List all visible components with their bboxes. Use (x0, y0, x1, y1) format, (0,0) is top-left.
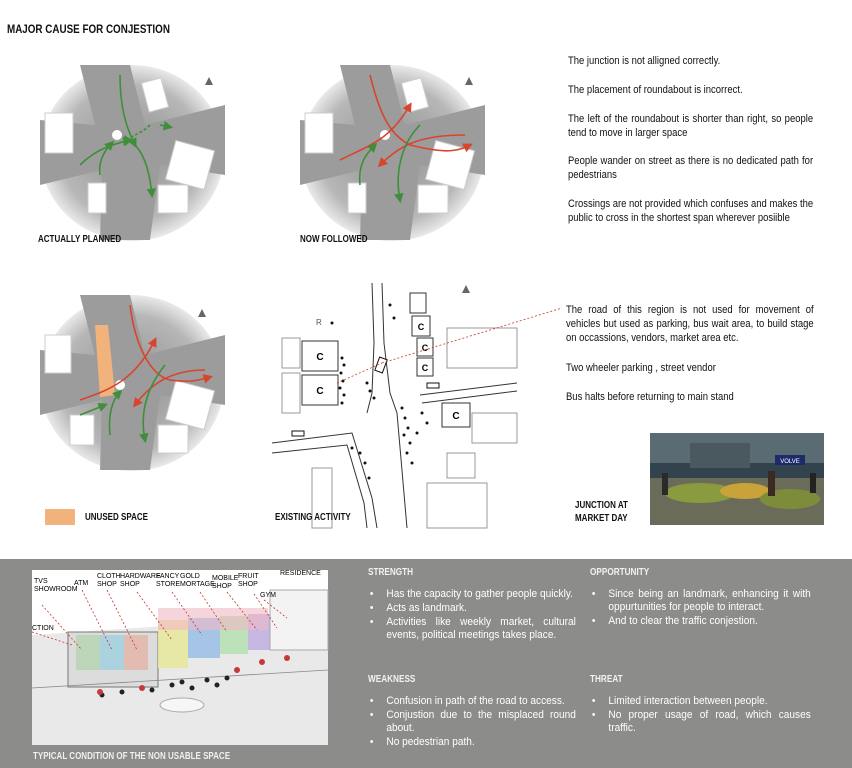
weakness-item: • Confusion in path of the road to access. (368, 695, 576, 708)
note-pedestrians: People wander on street as there is no dedicated path for pedestrians (568, 155, 814, 181)
opportunity-list (590, 588, 811, 629)
unused-space-diagram (40, 295, 225, 470)
map-label-c6: C (452, 411, 460, 422)
label-tvs-line2: SHOWROOM (34, 586, 78, 593)
weakness-item: • No pedestrian path. (368, 736, 576, 749)
opportunity-heading: OPPORTUNITY (590, 567, 650, 578)
section-caption: TYPICAL CONDITION OF THE NON USABLE SPACE (33, 751, 231, 762)
map-label-c5: C (421, 363, 429, 373)
label-gold-2: MORTAGE (180, 581, 215, 588)
caption-junction-market-day: JUNCTION AT MARKET DAY (575, 500, 628, 524)
label-gym: GYM (260, 592, 276, 599)
label-residence: RESIDENCE (280, 570, 321, 577)
threat-list (590, 695, 811, 736)
label-ction: CTION (32, 625, 54, 632)
strength-item: • Has the capacity to gather people quickly. (368, 588, 576, 601)
weakness-heading: WEAKNESS (368, 674, 416, 685)
market-day-photo (650, 433, 824, 525)
label-hardware-1: HARDWARE (120, 573, 161, 580)
unused-space-swatch (45, 509, 75, 525)
strength-list (368, 588, 576, 643)
label-atm: ATM (74, 580, 89, 587)
planned-junction-diagram (40, 65, 225, 240)
label-mobile-1: MOBILE (212, 575, 239, 582)
note-roundabout-sides: The left of the roundabout is shorter than right, so people tend to move in larger space (568, 113, 814, 139)
threat-heading: THREAT (590, 674, 623, 685)
strength-heading: STRENGTH (368, 567, 414, 578)
opportunity-item: • And to clear the traffic conjestion. (590, 615, 811, 628)
label-fruit-1: FRUIT (238, 573, 259, 580)
label-fruit-2: SHOP (238, 581, 258, 588)
followed-junction-diagram (300, 65, 485, 240)
note-bus-halts: Bus halts before returning to main stand (566, 391, 734, 403)
note-crossings: Crossings are not provided which confuses and makes the public to cross in the shortest span wherever posiible (568, 198, 814, 224)
label-tvs-line1: TVS (34, 578, 48, 585)
threat-item: • No proper usage of road, which causes traffic. (590, 709, 811, 735)
label-fancy-2: STORE (156, 581, 180, 588)
map-label-c4: C (421, 343, 429, 353)
label-mobile-2: SHOP (212, 583, 232, 590)
caption-now-followed: NOW FOLLOWED (300, 234, 368, 245)
section-sketch (32, 570, 328, 745)
note-two-wheeler-parking: Two wheeler parking , street vendor (566, 362, 716, 374)
caption-unused-space: UNUSED SPACE (85, 512, 148, 523)
strength-item: • Acts as landmark. (368, 602, 576, 615)
caption-actually-planned: ACTUALLY PLANNED (38, 234, 122, 245)
map-label-c3: C (417, 322, 425, 332)
strength-item: • Activities like weekly market, cultural events, political meetings takes place. (368, 616, 576, 642)
weakness-list (368, 695, 576, 750)
label-cloth-1: CLOTH (97, 573, 121, 580)
weakness-item: • Conjustion due to the misplaced round about. (368, 709, 576, 735)
map-label-c1: C (316, 352, 324, 363)
label-gold-1: GOLD (180, 573, 200, 580)
note-road-usage: The road of this region is not used for movement of vehicles but used as parking, bus wait area, to build stage on occassions, vendors, market area etc. (566, 304, 814, 344)
opportunity-item: • Since being an landmark, enhancing it with oppurtunities for people to interact. (590, 588, 811, 614)
note-roundabout-placement: The placement of roundabout is incorrect. (568, 84, 743, 96)
map-label-c2: C (316, 386, 324, 397)
label-cloth-2: SHOP (97, 581, 117, 588)
photo-sign-text: VOLVE (780, 459, 800, 465)
threat-item: • Limited interaction between people. (590, 695, 811, 708)
label-fancy-1: FANCY (156, 573, 180, 580)
page-title: MAJOR CAUSE FOR CONJESTION (7, 22, 170, 36)
caption-existing-activity: EXISTING ACTIVITY (275, 512, 351, 523)
note-alignment: The junction is not alligned correctly. (568, 55, 721, 67)
existing-activity-map (272, 283, 522, 528)
label-hardware-2: SHOP (120, 581, 140, 588)
map-label-r: R (316, 318, 322, 327)
